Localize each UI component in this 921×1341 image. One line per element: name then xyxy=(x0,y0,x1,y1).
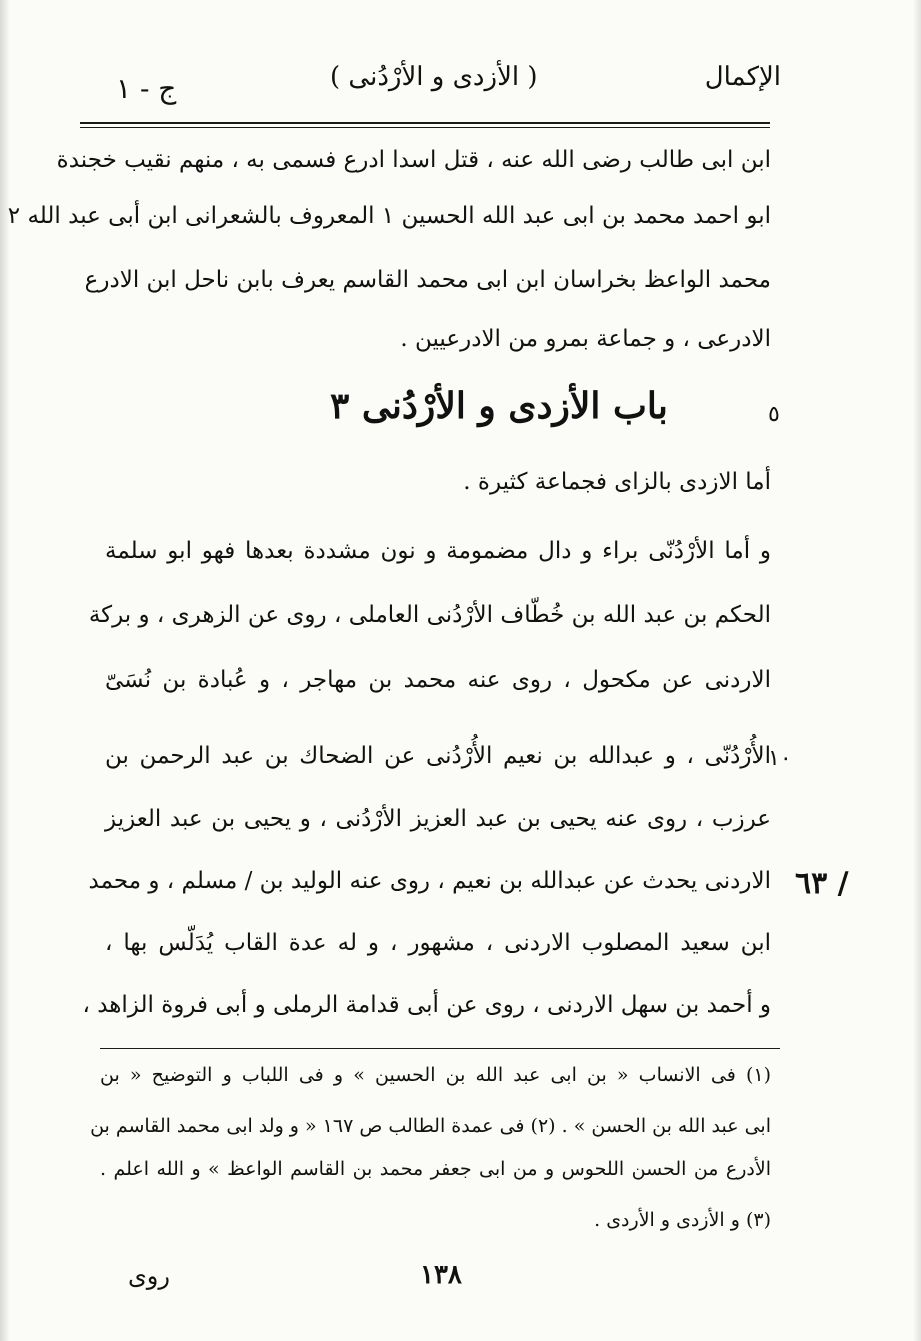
page-edge-shadow xyxy=(913,0,921,1341)
footnote-line: (١) فى الانساب « بن ابى عبد الله بن الحسين » و فى اللباب و التوضيح « بن xyxy=(100,1064,771,1086)
footnote-line: ابى عبد الله بن الحسن » . (٢) فى عمدة الطالب ص ١٦٧ « و ولد ابى محمد القاسم بن xyxy=(90,1115,771,1137)
body-line: الاردنى عن مكحول ، روى عنه محمد بن مهاجر ، و عُبادة بن نُسَىّ xyxy=(105,667,771,693)
body-line: أما الازدى بالزاى فجماعة كثيرة . xyxy=(463,469,771,495)
footnote-line: الأدرع من الحسن اللحوس و من ابى جعفر محمد بن القاسم الواعظ » و الله اعلم . xyxy=(100,1158,771,1180)
body-line: الادرعى ، و جماعة بمرو من الادرعيين . xyxy=(400,326,771,352)
body-line: عرزب ، روى عنه يحيى بن عبد العزيز الأرْدُنى ، و يحيى بن عبد العزيز xyxy=(105,806,771,832)
running-title: ( الأزدى و الأرْدُنى ) xyxy=(330,62,538,92)
section-number: ٥ xyxy=(768,402,780,427)
line-number: ١٠ xyxy=(768,746,792,771)
body-line: ابن ابى طالب رضى الله عنه ، قتل اسدا ادرع فسمى به ، منهم نقيب خجندة xyxy=(56,147,771,173)
header-rule-thin xyxy=(80,127,770,128)
catchword: روى xyxy=(128,1262,170,1290)
body-line: الحكم بن عبد الله بن خُطّاف الأرْدُنى العاملى ، روى عن الزهرى ، و بركة xyxy=(88,602,771,628)
body-line: ابن سعيد المصلوب الاردنى ، مشهور ، و له عدة القاب يُدَلّس بها ، xyxy=(105,930,771,956)
footnote-rule xyxy=(100,1048,780,1049)
body-line: و أما الأرْدُنّى براء و دال مضمومة و نون مشددة بعدها فهو ابو سلمة xyxy=(105,538,771,564)
section-heading: باب الأزدى و الأرْدُنى ٣ xyxy=(330,385,668,427)
header-rule xyxy=(80,122,770,124)
body-line: ابو احمد محمد بن ابى عبد الله الحسين ١ المعروف بالشعرانى ابن أبى عبد الله ٢ xyxy=(7,203,771,229)
volume-number: ج - ١ xyxy=(116,72,177,105)
body-line: و أحمد بن سهل الاردنى ، روى عن أبى قدامة الرملى و أبى فروة الزاهد ، xyxy=(82,992,771,1018)
margin-page-reference: ٦٣ / xyxy=(795,866,849,901)
footnote-line: (٣) و الأزدى و الأردى . xyxy=(594,1209,771,1231)
body-line: الأُرْدُنّى ، و عبدالله بن نعيم الأُرْدُنى عن الضحاك بن عبد الرحمن بن xyxy=(105,743,771,769)
body-line: محمد الواعظ بخراسان ابن ابى محمد القاسم يعرف بابن ناحل ابن الادرع xyxy=(84,267,771,293)
body-line: الاردنى يحدث عن عبدالله بن نعيم ، روى عنه الوليد بن / مسلم ، و محمد xyxy=(88,868,771,894)
book-title: الإكمال xyxy=(704,62,781,92)
page-number: ١٣٨ xyxy=(420,1260,462,1290)
